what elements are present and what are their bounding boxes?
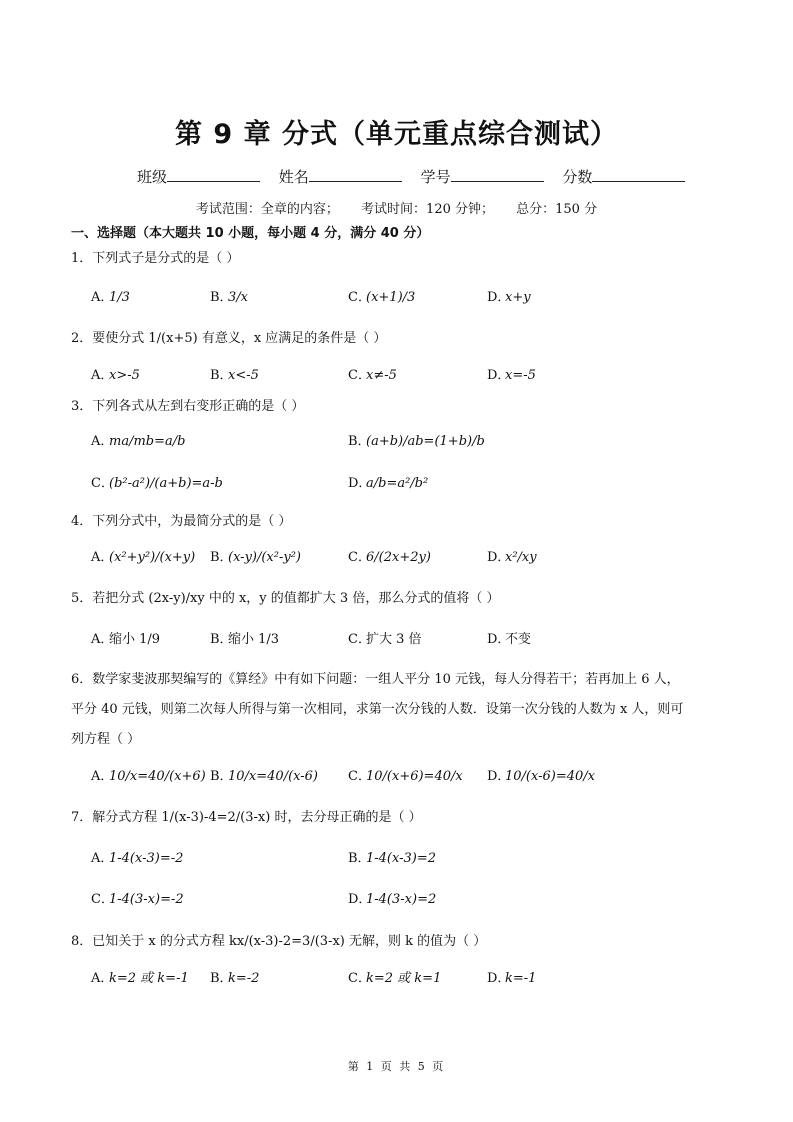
option-a	[91, 847, 183, 866]
option-b	[348, 847, 436, 866]
option-d	[487, 286, 531, 305]
option-letter: B．	[210, 550, 233, 565]
option-letter: C．	[91, 476, 114, 491]
option-letter: D．	[487, 368, 511, 383]
question-stem: 5．若把分式 (2x-y)/xy 中的 x，y 的值都扩大 3 倍，那么分式的值将（ ）	[71, 591, 500, 606]
option-letter: B．	[210, 971, 233, 986]
score-blank	[592, 167, 685, 182]
option-math: (a+b)/ab=(1+b)/b	[366, 434, 485, 449]
option-math: 1/3	[109, 290, 130, 305]
option-math: x>-5	[109, 368, 140, 383]
scope-range: 考试范围：全章的内容；	[195, 202, 339, 217]
page-footer: 第 1 页 共 5 页	[347, 1060, 446, 1073]
option-letter: A．	[91, 290, 114, 305]
question-stem: 1．下列式子是分式的是（ ）	[71, 251, 240, 266]
score-label: 分数	[562, 168, 593, 186]
option-b	[348, 430, 485, 449]
question-stem: 2．要使分式 1/(x+5) 有意义，x 应满足的条件是（ ）	[71, 331, 387, 346]
option-math: 10/x=40/(x-6)	[228, 769, 318, 784]
option-letter: C．	[348, 550, 371, 565]
option-math: x<-5	[228, 368, 259, 383]
option-letter: C．	[348, 368, 371, 383]
question-stem: 7．解分式方程 1/(x-3)-4=2/(3-x) 时，去分母正确的是（ ）	[71, 810, 422, 825]
option-letter: C．	[91, 892, 114, 907]
option-a	[91, 364, 140, 383]
section-title: 一、选择题（本大题共 10 小题，每小题 4 分，满分 40 分）	[71, 226, 430, 241]
option-math: (x²+y²)/(x+y)	[109, 550, 196, 565]
option-letter: A．	[91, 971, 114, 986]
option-d	[487, 765, 595, 784]
question-stem: 3．下列各式从左到右变形正确的是（ ）	[71, 399, 305, 414]
option-letter: C．	[348, 290, 371, 305]
name-label: 姓名	[278, 168, 309, 186]
option-letter: B．	[348, 434, 371, 449]
option-math: 缩小 1/3	[228, 632, 280, 647]
option-math: x≠-5	[366, 368, 397, 383]
option-letter: B．	[210, 290, 233, 305]
id-label: 学号	[420, 168, 451, 186]
question-stem-line3: 列方程（ ）	[71, 732, 141, 747]
option-letter: B．	[210, 769, 233, 784]
option-math: a/b=a²/b²	[366, 476, 429, 491]
option-math: (x-y)/(x²-y²)	[228, 550, 301, 565]
option-letter: D．	[487, 550, 511, 565]
option-math: k=2 或 k=-1	[109, 971, 189, 986]
option-a	[91, 546, 195, 565]
option-c	[348, 364, 397, 383]
option-a	[91, 967, 189, 986]
option-c	[348, 765, 463, 784]
option-c	[91, 888, 184, 907]
option-math: 不变	[505, 632, 532, 647]
option-letter: B．	[210, 368, 233, 383]
option-math: 6/(2x+2y)	[366, 550, 431, 565]
option-letter: B．	[348, 851, 371, 866]
option-d	[487, 364, 536, 383]
option-a	[91, 765, 206, 784]
option-letter: D．	[487, 971, 511, 986]
option-letter: D．	[348, 476, 372, 491]
option-b	[210, 967, 259, 986]
option-letter: B．	[210, 632, 233, 647]
scope-total: 总分：150 分	[516, 202, 598, 217]
option-math: 1-4(3-x)=-2	[109, 892, 184, 907]
exam-scope	[0, 198, 793, 217]
option-c	[348, 546, 431, 565]
option-d	[487, 628, 531, 647]
option-letter: D．	[487, 769, 511, 784]
option-math: 1-4(3-x)=2	[366, 892, 437, 907]
option-math: 10/(x+6)=40/x	[366, 769, 463, 784]
option-letter: A．	[91, 550, 114, 565]
option-math: (x+1)/3	[366, 290, 416, 305]
option-math: x+y	[505, 290, 531, 305]
option-math: k=-2	[228, 971, 260, 986]
option-d	[348, 888, 436, 907]
option-b	[210, 546, 301, 565]
question-stem: 4．下列分式中，为最简分式的是（ ）	[71, 514, 292, 529]
option-math: 扩大 3 倍	[366, 632, 422, 647]
option-letter: C．	[348, 632, 371, 647]
option-c	[348, 286, 415, 305]
option-letter: C．	[348, 769, 371, 784]
option-b	[210, 628, 279, 647]
class-label: 班级	[137, 168, 168, 186]
option-math: x²/xy	[505, 550, 537, 565]
option-math: (b²-a²)/(a+b)=a-b	[109, 476, 223, 491]
option-letter: D．	[487, 290, 511, 305]
option-a	[91, 430, 185, 449]
option-letter: A．	[91, 632, 114, 647]
option-d	[487, 967, 536, 986]
option-math: 1-4(x-3)=2	[366, 851, 437, 866]
option-c	[91, 472, 223, 491]
name-blank	[309, 167, 402, 182]
option-a	[91, 286, 130, 305]
option-letter: D．	[348, 892, 372, 907]
option-math: x=-5	[505, 368, 536, 383]
option-letter: A．	[91, 368, 114, 383]
option-math: k=2 或 k=1	[366, 971, 442, 986]
option-c	[348, 628, 422, 647]
option-b	[210, 364, 259, 383]
id-blank	[451, 167, 544, 182]
option-math: k=-1	[505, 971, 537, 986]
student-info-line	[137, 166, 699, 187]
option-letter: C．	[348, 971, 371, 986]
option-d	[348, 472, 428, 491]
page-title: 第 9 章 分式（单元重点综合测试）	[175, 119, 618, 150]
option-letter: A．	[91, 434, 114, 449]
option-b	[210, 765, 318, 784]
option-letter: A．	[91, 769, 114, 784]
question-stem-line2: 平分 40 元钱，则第二次每人所得与第一次相同，求第一次分钱的人数．设第一次分钱的人数为 x 人，则可	[71, 702, 684, 717]
option-letter: A．	[91, 851, 114, 866]
option-math: 10/(x-6)=40/x	[505, 769, 595, 784]
question-stem: 8．已知关于 x 的分式方程 kx/(x-3)-2=3/(3-x) 无解，则 k 的值为（ ）	[71, 934, 487, 949]
option-math: 10/x=40/(x+6)	[109, 769, 206, 784]
option-math: ma/mb=a/b	[109, 434, 186, 449]
option-math: 1-4(x-3)=-2	[109, 851, 184, 866]
option-math: 缩小 1/9	[109, 632, 161, 647]
option-a	[91, 628, 160, 647]
question-stem: 6．数学家斐波那契编写的《算经》中有如下问题：一组人平分 10 元钱，每人分得若干；若再加上 6 人，	[71, 672, 680, 687]
class-blank	[167, 167, 260, 182]
option-d	[487, 546, 537, 565]
option-letter: D．	[487, 632, 511, 647]
option-c	[348, 967, 441, 986]
option-b	[210, 286, 248, 305]
option-math: 3/x	[228, 290, 248, 305]
scope-time: 考试时间：120 分钟；	[361, 202, 494, 217]
